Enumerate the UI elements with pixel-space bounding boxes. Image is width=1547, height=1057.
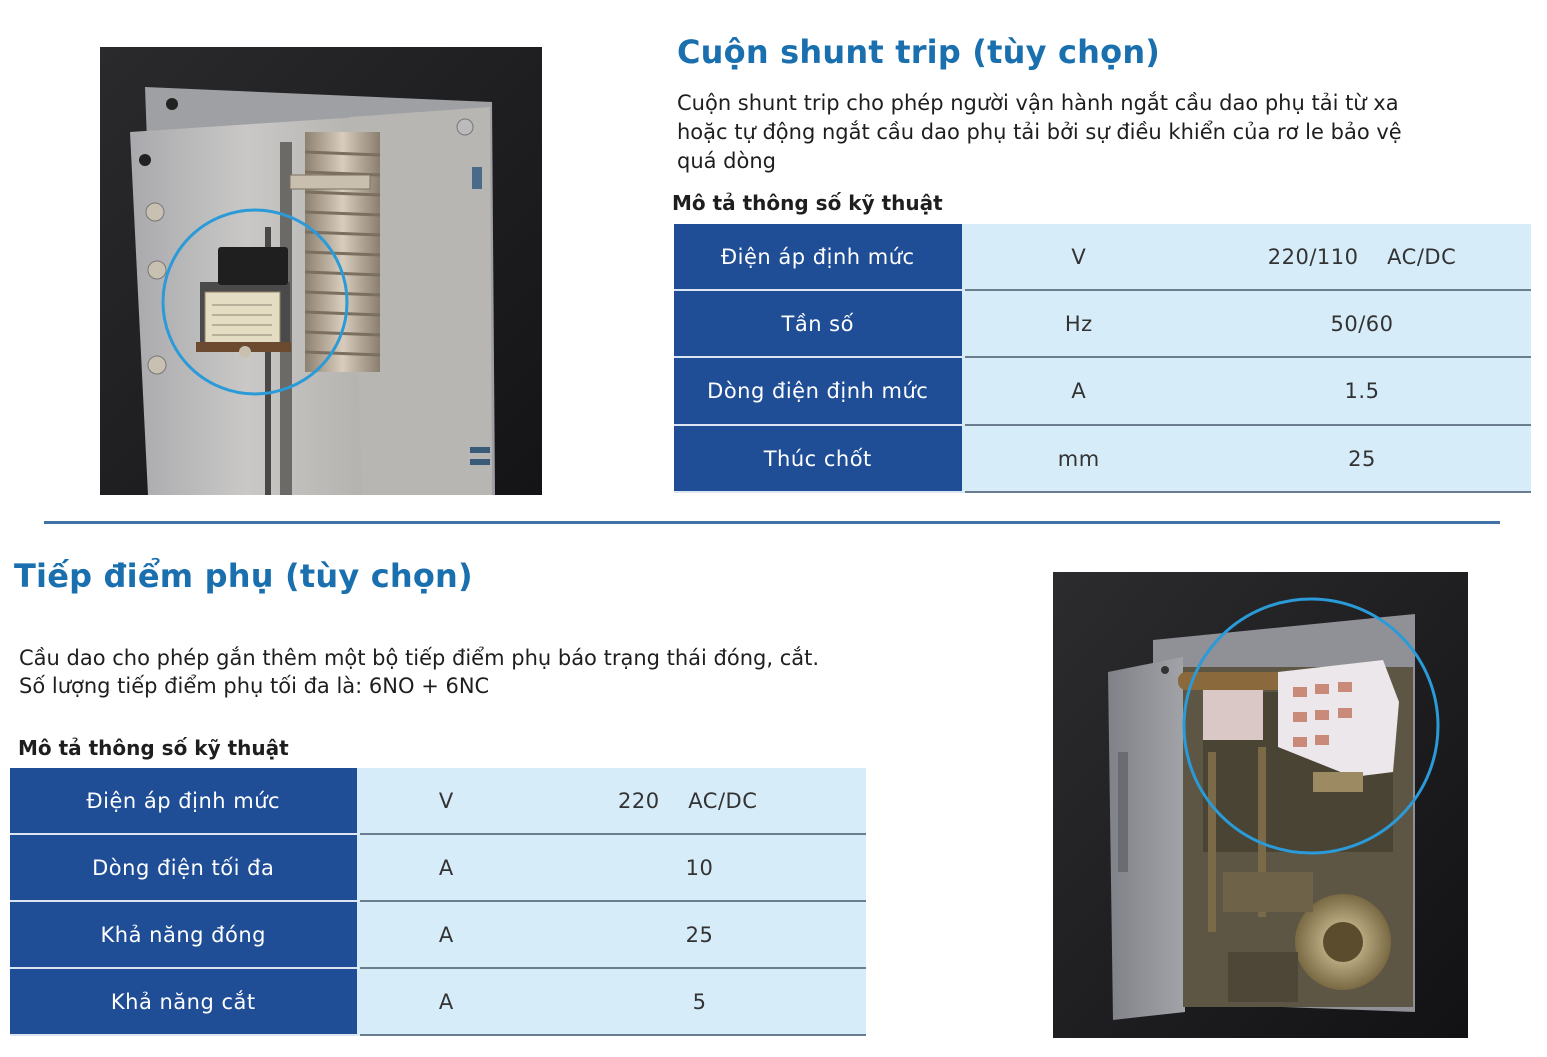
row-label: Thúc chốt: [674, 425, 963, 492]
row-unit: A: [963, 357, 1193, 425]
shunt-spec-heading: Mô tả thông số kỹ thuật: [672, 191, 943, 215]
table-row: [674, 425, 1531, 492]
table-row: [674, 224, 1531, 290]
row-value: 220/110 AC/DC: [1193, 224, 1531, 290]
row-value: 5: [533, 968, 866, 1035]
row-label: Dòng điện định mức: [674, 357, 963, 425]
aux-contact-description: [19, 644, 969, 700]
row-unit: V: [358, 768, 533, 834]
row-label: Dòng điện tối đa: [10, 834, 358, 901]
row-label: Điện áp định mức: [10, 768, 358, 834]
row-value: 1.5: [1193, 357, 1531, 425]
table-row: [674, 290, 1531, 357]
description-line: Số lượng tiếp điểm phụ tối đa là: 6NO + 6NC: [19, 674, 490, 698]
aux-spec-heading: Mô tả thông số kỹ thuật: [18, 736, 289, 760]
aux-spec-table: [10, 768, 866, 1036]
row-label: Khả năng đóng: [10, 901, 358, 968]
table-row: [10, 768, 866, 834]
row-label: Điện áp định mức: [674, 224, 963, 290]
row-value: 50/60: [1193, 290, 1531, 357]
row-value: 25: [1193, 425, 1531, 492]
row-label: Tần số: [674, 290, 963, 357]
row-unit: V: [963, 224, 1193, 290]
auxiliary-contact-photo: [1053, 572, 1468, 1038]
shunt-spec-table: [674, 224, 1531, 493]
shunt-trip-title: Cuộn shunt trip (tùy chọn): [677, 33, 1161, 71]
row-value: 220 AC/DC: [533, 768, 866, 834]
shunt-trip-coil-photo: [100, 47, 542, 495]
table-row: [674, 357, 1531, 425]
table-row: [10, 834, 866, 901]
aux-contact-title: Tiếp điểm phụ (tùy chọn): [14, 557, 473, 595]
row-unit: A: [358, 901, 533, 968]
row-unit: A: [358, 834, 533, 901]
shunt-trip-description: [677, 89, 1517, 176]
table-row: [10, 968, 866, 1035]
row-unit: A: [358, 968, 533, 1035]
description-line: hoặc tự động ngắt cầu dao phụ tải bởi sự điều khiển của rơ le bảo vệ: [677, 120, 1402, 144]
row-value: 25: [533, 901, 866, 968]
description-line: Cuộn shunt trip cho phép người vận hành ngắt cầu dao phụ tải từ xa: [677, 91, 1399, 115]
table-row: [10, 901, 866, 968]
row-unit: Hz: [963, 290, 1193, 357]
row-label: Khả năng cắt: [10, 968, 358, 1035]
row-value: 10: [533, 834, 866, 901]
description-line: Cầu dao cho phép gắn thêm một bộ tiếp điểm phụ báo trạng thái đóng, cắt.: [19, 646, 820, 670]
description-line: quá dòng: [677, 149, 777, 173]
section-divider: [44, 521, 1500, 524]
row-unit: mm: [963, 425, 1193, 492]
